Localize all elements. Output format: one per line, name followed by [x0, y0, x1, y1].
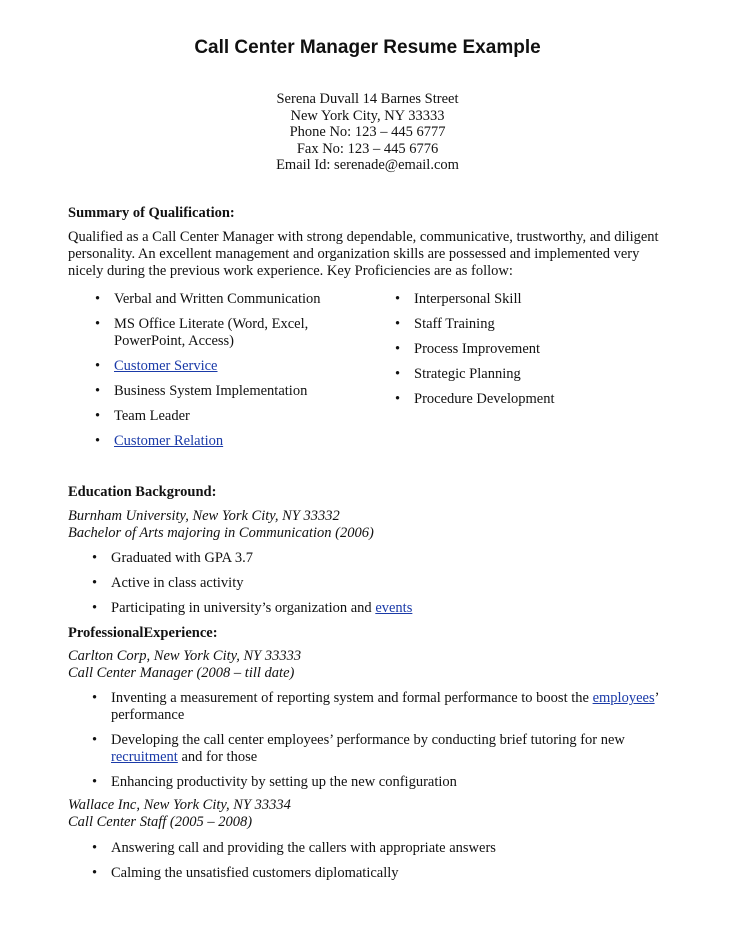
bullet-icon: • [95, 408, 101, 424]
job2-bullet [92, 865, 399, 882]
events-link[interactable]: events [375, 600, 413, 616]
skill-item [395, 366, 521, 383]
customer-relation-link[interactable]: Customer Relation [114, 433, 224, 449]
job1-bullet [92, 774, 457, 791]
summary-line: Qualified as a Call Center Manager with strong dependable, communicative, trustworthy, and diligent [68, 229, 659, 245]
bullet-icon: • [395, 391, 401, 407]
bullet-text-continued: performance [111, 707, 185, 723]
education-school: Burnham University, New York City, NY 33332 [68, 508, 340, 524]
skill-item [395, 341, 541, 358]
contact-block [0, 91, 735, 174]
skill-label: Process Improvement [414, 341, 541, 357]
customer-service-link[interactable]: Customer Service [114, 358, 218, 374]
bullet-text-continued: and for those [177, 749, 258, 765]
recruitment-link[interactable]: recruitment [111, 749, 178, 765]
job1-company: Carlton Corp, New York City, NY 33333 [68, 648, 302, 664]
skill-label: Interpersonal Skill [414, 291, 522, 307]
experience-heading: ProfessionalExperience: [68, 625, 218, 641]
bullet-icon: • [95, 433, 101, 449]
bullet-icon: • [395, 316, 401, 332]
education-degree: Bachelor of Arts majoring in Communication (2006) [68, 525, 374, 541]
contact-city: New York City, NY 33333 [290, 107, 445, 124]
bullet-text: Answering call and providing the callers with appropriate answers [111, 840, 496, 856]
bullet-icon: • [95, 358, 101, 374]
education-bullet [92, 550, 254, 567]
contact-email: Email Id: serenade@email.com [276, 157, 459, 174]
page-title: Call Center Manager Resume Example [194, 37, 541, 58]
bullet-icon: • [92, 840, 98, 856]
skill-item [95, 408, 190, 425]
bullet-icon: • [92, 865, 98, 881]
bullet-icon: • [92, 690, 98, 706]
bullet-icon: • [95, 316, 101, 332]
skill-label: MS Office Literate (Word, Excel, [114, 316, 309, 332]
skill-label: Verbal and Written Communication [114, 291, 321, 307]
skill-item [95, 291, 321, 308]
bullet-icon: • [92, 575, 98, 591]
job1-role: Call Center Manager (2008 – till date) [68, 665, 295, 681]
bullet-text: Developing the call center employees’ performance by conducting brief tutoring for new [111, 732, 625, 748]
job2-role: Call Center Staff (2005 – 2008) [68, 814, 253, 830]
education-heading: Education Background: [68, 484, 217, 500]
skill-item [395, 316, 495, 333]
contact-phone: Phone No: 123 – 445 6777 [289, 124, 446, 141]
bullet-text: Calming the unsatisfied customers diplomatically [111, 865, 399, 881]
skill-label: Strategic Planning [414, 366, 521, 382]
bullet-icon: • [92, 732, 98, 748]
skill-item[interactable] [95, 358, 218, 375]
bullet-icon: • [95, 291, 101, 307]
bullet-icon: • [395, 291, 401, 307]
skill-item [95, 383, 308, 400]
bullet-icon: • [95, 383, 101, 399]
job1-bullet [92, 732, 691, 766]
bullet-icon: • [395, 341, 401, 357]
job2-company: Wallace Inc, New York City, NY 33334 [68, 797, 291, 813]
summary-heading: Summary of Qualification: [68, 205, 235, 221]
skill-item [395, 291, 522, 308]
education-bullet [92, 575, 244, 592]
bullet-icon: • [395, 366, 401, 382]
skill-label: Staff Training [414, 316, 495, 332]
bullet-text: Inventing a measurement of reporting system and formal performance to boost the [111, 690, 593, 706]
skill-item[interactable] [95, 433, 224, 450]
bullet-text: Graduated with GPA 3.7 [111, 550, 254, 566]
summary-line: personality. An excellent management and organization skills are possessed and implemented very [68, 246, 640, 262]
job2-bullet [92, 840, 496, 857]
bullet-text-tail: ’ [654, 690, 660, 706]
skill-item [95, 316, 309, 350]
bullet-text: Participating in university’s organization and [111, 600, 376, 616]
bullet-text: Active in class activity [111, 575, 244, 591]
summary-paragraph [68, 229, 668, 280]
employees-link[interactable]: employees [592, 690, 655, 706]
job1-bullet [92, 690, 691, 724]
summary-line: nicely during the previous work experience. Key Proficiencies are as follow: [68, 263, 513, 279]
bullet-icon: • [92, 774, 98, 790]
bullet-icon: • [92, 550, 98, 566]
skill-label: Team Leader [114, 408, 190, 424]
skill-label-continued: PowerPoint, Access) [114, 333, 235, 349]
contact-fax: Fax No: 123 – 445 6776 [296, 140, 439, 157]
education-bullet [92, 600, 413, 617]
skill-label: Procedure Development [414, 391, 555, 407]
skill-item [395, 391, 555, 408]
bullet-text: Enhancing productivity by setting up the new configuration [111, 774, 457, 790]
bullet-icon: • [92, 600, 98, 616]
skill-label: Business System Implementation [114, 383, 308, 399]
contact-name-address: Serena Duvall 14 Barnes Street [276, 91, 459, 107]
